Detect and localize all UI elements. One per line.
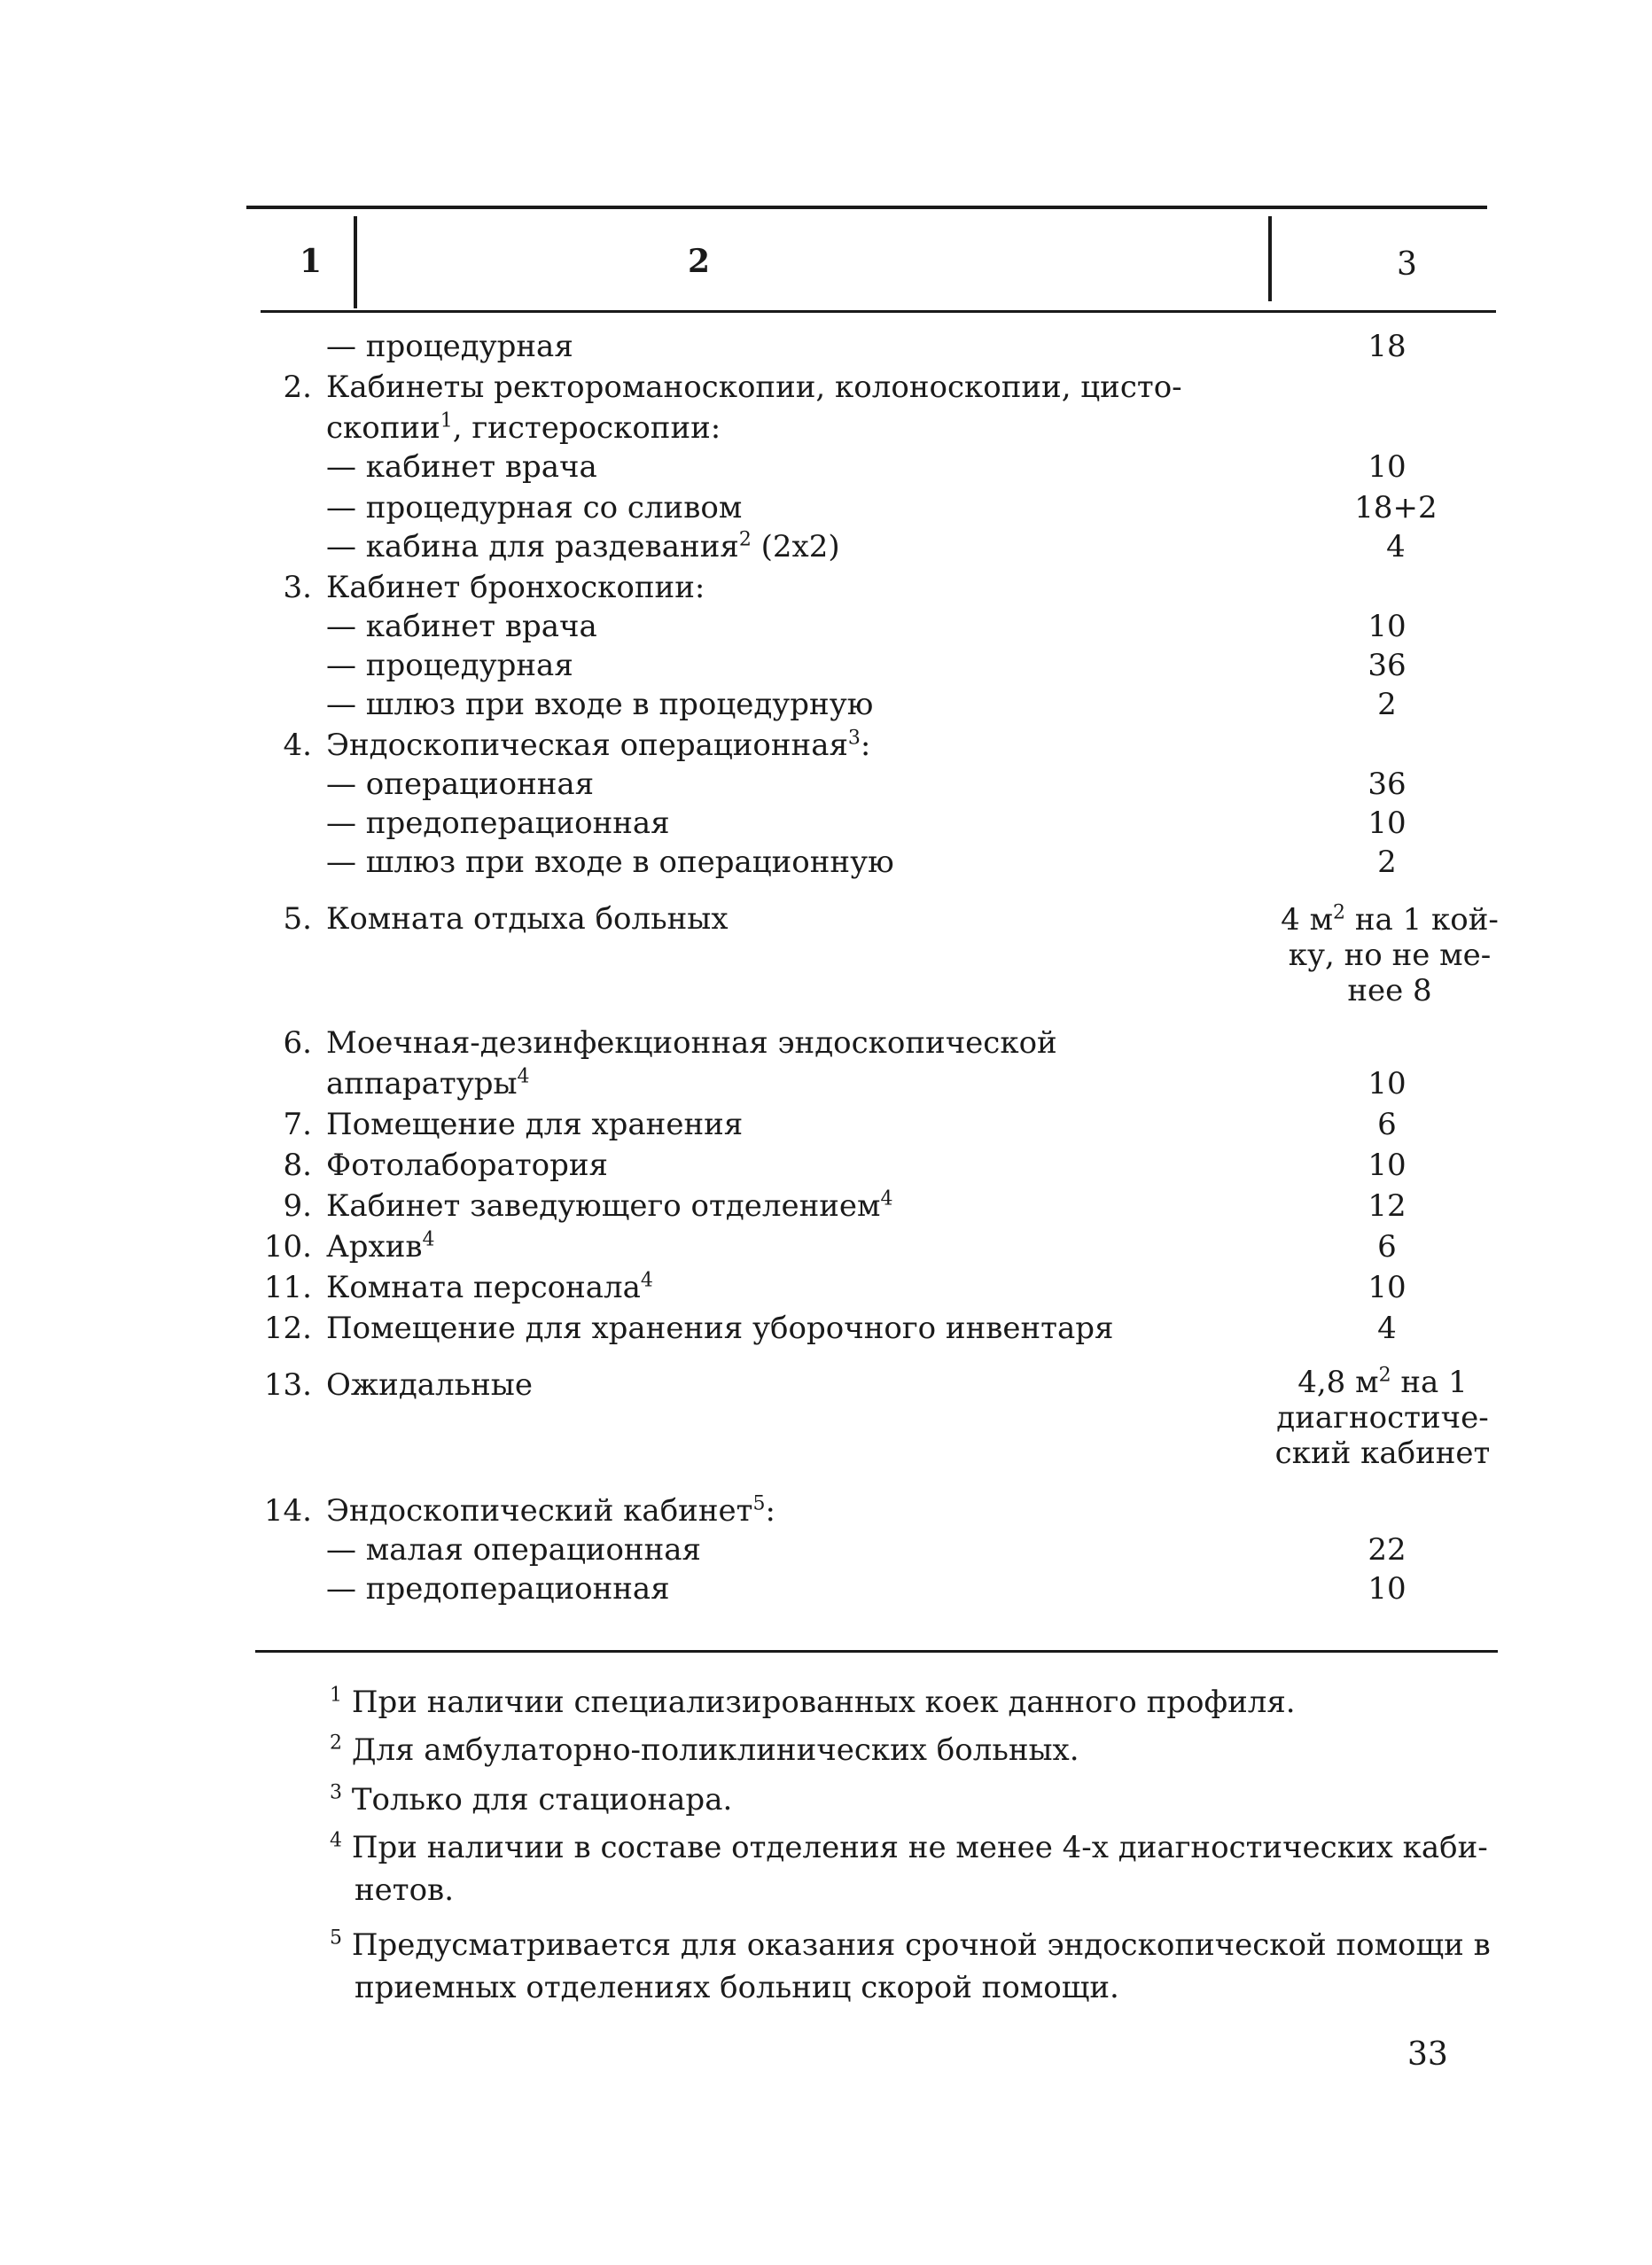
- row-text: скопии$^1$, гистероскопии:: [326, 409, 721, 446]
- row-text: Архив$^4$: [326, 1228, 435, 1265]
- row-number: 2.: [283, 370, 312, 405]
- row-number: 7.: [283, 1107, 312, 1142]
- row-value: 10: [1368, 1066, 1407, 1101]
- table-bottom-rule: [255, 1650, 1498, 1653]
- row-text: — предоперационная: [326, 1571, 670, 1607]
- row-number: 13.: [263, 1367, 312, 1403]
- row-text: — шлюз при входе в процедурную: [326, 687, 874, 722]
- row-value: 36: [1368, 767, 1407, 802]
- row-text: Помещение для хранения уборочного инвентаря: [326, 1311, 1114, 1346]
- header-bottom-rule: [261, 310, 1496, 313]
- footnote: $^4$ При наличии в составе отделения не менее 4-х диагностических каби-: [330, 1829, 1488, 1865]
- row-value: 6: [1377, 1107, 1397, 1142]
- row-text: Фотолаборатория: [326, 1148, 608, 1183]
- row-value: 22: [1368, 1532, 1407, 1568]
- row-number: 14.: [263, 1493, 312, 1529]
- table-top-rule: [246, 206, 1487, 209]
- column-header-1: 1: [300, 243, 323, 280]
- row-value: 10: [1368, 449, 1407, 485]
- row-text: Кабинет бронхоскопии:: [326, 570, 705, 605]
- column-divider-2: [1268, 216, 1272, 301]
- row-number: 4.: [283, 728, 312, 763]
- row-text: — малая операционная: [326, 1532, 701, 1568]
- footnote: $^1$ При наличии специализированных коек данного профиля.: [330, 1684, 1296, 1720]
- row-number: 6.: [283, 1025, 312, 1061]
- row-value: 2: [1377, 687, 1397, 722]
- row-text: — операционная: [326, 767, 595, 802]
- row-number: 12.: [263, 1311, 312, 1346]
- row-text: — процедурная со сливом: [326, 490, 743, 525]
- row-value: 4: [1377, 1311, 1397, 1346]
- row-value: 12: [1368, 1188, 1407, 1224]
- row-value: 18: [1368, 329, 1407, 364]
- row-value: 10: [1368, 806, 1407, 841]
- row-text: — предоперационная: [326, 806, 670, 841]
- row-text: Ожидальные: [326, 1367, 533, 1403]
- row-text: — шлюз при входе в операционную: [326, 845, 894, 880]
- row-text: Помещение для хранения: [326, 1107, 744, 1142]
- footnote-continuation: нетов.: [355, 1872, 455, 1908]
- row-value: 18+2: [1354, 490, 1438, 525]
- column-divider-1: [354, 216, 357, 308]
- row-value: 4: [1386, 529, 1406, 564]
- footnote: $^5$ Предусматривается для оказания срочной эндоскопической помощи в: [330, 1926, 1491, 1963]
- row-text: Кабинеты ректороманоскопии, колоноскопии, цисто-: [326, 370, 1182, 405]
- row-text: Моечная-дезинфекционная эндоскопической: [326, 1025, 1057, 1061]
- row-value: 10: [1368, 1270, 1407, 1305]
- row-text: — кабинет врача: [326, 609, 597, 644]
- row-number: 11.: [263, 1270, 312, 1305]
- row-value: 10: [1368, 1148, 1407, 1183]
- row-number: 5.: [283, 901, 312, 937]
- footnote: $^2$ Для амбулаторно-поликлинических больных.: [330, 1732, 1079, 1768]
- row-text: — процедурная: [326, 329, 573, 364]
- row-value: 6: [1377, 1229, 1397, 1265]
- row-text: — кабинет врача: [326, 449, 597, 485]
- row-value: 2: [1377, 845, 1397, 880]
- row-text: Эндоскопический кабинет$^5$:: [326, 1492, 775, 1529]
- row-value: 36: [1368, 648, 1407, 683]
- row-text: Комната отдыха больных: [326, 901, 729, 937]
- page-number: 33: [1407, 2036, 1448, 2073]
- row-value: 10: [1368, 1571, 1407, 1607]
- row-value-multiline: 4,8 $м^2$ на 1 диагностиче- ский кабинет: [1274, 1364, 1491, 1471]
- row-number: 3.: [283, 570, 312, 605]
- row-value: 10: [1368, 609, 1407, 644]
- row-text: Эндоскопическая операционная$^3$:: [326, 727, 871, 763]
- row-text: Кабинет заведующего отделением$^4$: [326, 1187, 893, 1224]
- row-text: — кабина для раздевания$^2$ (2x2): [326, 528, 840, 564]
- row-text: аппаратуры$^4$: [326, 1065, 530, 1101]
- footnote: $^3$ Только для стационара.: [330, 1781, 733, 1817]
- row-value-multiline: 4 $м^2$ на 1 кой- ку, но не ме- нее 8: [1281, 901, 1499, 1008]
- footnote-continuation: приемных отделениях больниц скорой помощи.: [355, 1970, 1119, 2005]
- column-header-3: 3: [1397, 246, 1417, 283]
- row-number: 8.: [283, 1148, 312, 1183]
- column-header-2: 2: [688, 243, 711, 280]
- row-text: — процедурная: [326, 648, 573, 683]
- row-number: 10.: [263, 1229, 312, 1265]
- row-text: Комната персонала$^4$: [326, 1269, 653, 1305]
- row-number: 9.: [283, 1188, 312, 1224]
